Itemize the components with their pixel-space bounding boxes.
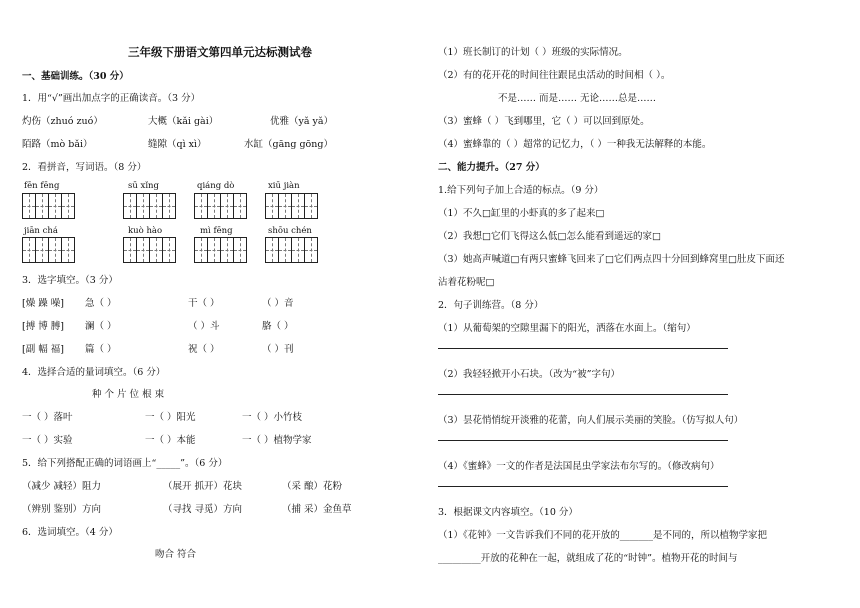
q5-choice[interactable]: （寻找 寻觅）方向 bbox=[163, 504, 243, 515]
q3-blank[interactable]: （ ）斗 bbox=[188, 321, 220, 332]
writing-grid[interactable] bbox=[124, 237, 176, 263]
pinyin-label: qiáng dò bbox=[197, 181, 235, 191]
question-4: 4．选择合适的量词填空。（6 分） bbox=[22, 367, 166, 378]
reading-question: 3．根据课文内容填空。（10 分） bbox=[438, 507, 578, 518]
q4-blank[interactable]: 一（ ）植物学家 bbox=[242, 435, 312, 446]
q1-item: 大概（kǎi gài） bbox=[148, 116, 219, 127]
sentence-task: （3）昙花悄悄绽开淡雅的花蕾，向人们展示美丽的笑脸。（仿写拟人句） bbox=[438, 415, 744, 426]
sentence-task: （2）我轻轻掀开小石块。（改为“被”字句） bbox=[438, 369, 621, 380]
fill-sentence[interactable]: （3）蜜蜂（ ）飞到哪里，它（ ）可以回到原处。 bbox=[438, 116, 650, 127]
sentence-task: （4）《蜜蜂》一文的作者是法国昆虫学家法布尔写的。（修改病句） bbox=[438, 461, 720, 472]
q5-choice[interactable]: （减少 减轻）阻力 bbox=[22, 481, 102, 492]
q4-blank[interactable]: 一（ ）小竹枝 bbox=[242, 412, 303, 423]
writing-grid[interactable] bbox=[23, 237, 75, 263]
q5-choice[interactable]: （采 酿）花粉 bbox=[282, 481, 343, 492]
writing-grid[interactable] bbox=[266, 237, 318, 263]
pinyin-label: fēn fēng bbox=[24, 181, 60, 191]
answer-line[interactable] bbox=[438, 394, 728, 395]
q3-blank[interactable]: 急（ ） bbox=[85, 298, 117, 309]
q4-blank[interactable]: 一（ ）阳光 bbox=[145, 412, 196, 423]
pinyin-label: mì fēng bbox=[200, 226, 233, 236]
fill-sentence[interactable]: （4）蜜蜂靠的（ ）超常的记忆力，（ ）一种我无法解释的本能。 bbox=[438, 139, 712, 150]
answer-line[interactable] bbox=[438, 440, 728, 441]
punctuation-question: 1.给下列句子加上合适的标点。（9 分） bbox=[438, 185, 604, 196]
q4-word-bank: 种 个 片 位 根 束 bbox=[92, 389, 165, 400]
q3-chars: [副 幅 福] bbox=[22, 344, 64, 355]
sentence-task: （1）从葡萄架的空隙里漏下的阳光，洒落在水面上。（缩句） bbox=[438, 323, 696, 334]
punctuation-item[interactable]: （1）不久□缸里的小虾真的多了起来□ bbox=[438, 208, 605, 219]
punctuation-item[interactable]: 沾着花粉呢□ bbox=[438, 277, 495, 288]
punctuation-item[interactable]: （2）我想□它们飞得这么低□怎么能看到遥远的家□ bbox=[438, 231, 661, 242]
pinyin-label: xiū jiàn bbox=[268, 181, 300, 191]
q5-choice[interactable]: （展开 抓开）花块 bbox=[163, 481, 243, 492]
q1-item: 灼伤（zhuó zuó） bbox=[22, 116, 103, 127]
sentence-training-question: 2．句子训练营。（8 分） bbox=[438, 300, 544, 311]
q5-choice[interactable]: （辨别 鉴别）方向 bbox=[22, 504, 102, 515]
pinyin-label: sū xǐng bbox=[128, 181, 159, 191]
q1-item: 优雅（yǎ yǎ） bbox=[270, 116, 334, 127]
section-1-heading: 一、基础训练。（30 分） bbox=[22, 71, 129, 82]
q1-item: 缝隙（qì xì） bbox=[148, 139, 207, 150]
q1-item: 陌路（mò bǎi） bbox=[22, 139, 93, 150]
q6-word-bank: 吻合 符合 bbox=[155, 549, 197, 560]
answer-line[interactable] bbox=[438, 348, 728, 349]
pinyin-label: kuò hào bbox=[128, 226, 163, 236]
writing-grid[interactable] bbox=[195, 193, 247, 219]
section-2-heading: 二、能力提升。（27 分） bbox=[438, 162, 545, 173]
q1-item: 水缸（gāng gōng） bbox=[244, 139, 333, 150]
pinyin-label: jiān chá bbox=[24, 226, 58, 236]
question-3: 3．选字填空。（3 分） bbox=[22, 275, 118, 286]
q4-blank[interactable]: 一（ ）落叶 bbox=[22, 412, 73, 423]
q3-blank[interactable]: （ ）音 bbox=[262, 298, 294, 309]
punctuation-item[interactable]: （3）她高声喊道□有两只蜜蜂飞回来了□它们两点四十分回到蜂窝里□肚皮下面还 bbox=[438, 254, 785, 265]
writing-grid[interactable] bbox=[195, 237, 247, 263]
q3-blank[interactable]: 澜（ ） bbox=[85, 321, 117, 332]
reading-fill[interactable]: （1）《花钟》一文告诉我们不同的花开放的_______是不同的，所以植物学家把 bbox=[438, 530, 768, 541]
reading-fill[interactable]: _________开放的花种在一起，就组成了花的“时钟”。植物开花的时间与 bbox=[438, 553, 738, 564]
q4-blank[interactable]: 一（ ）实验 bbox=[22, 435, 73, 446]
fill-sentence[interactable]: （1）班长制订的计划（ ）班级的实际情况。 bbox=[438, 47, 628, 58]
q3-blank[interactable]: 篇（ ） bbox=[85, 344, 117, 355]
q3-chars: [燥 躁 噪] bbox=[22, 298, 64, 309]
q3-blank[interactable]: 胳（ ） bbox=[262, 321, 294, 332]
fill-sentence[interactable]: （2）有的花开花的时间往往跟昆虫活动的时间相（ ）。 bbox=[438, 70, 671, 81]
q3-blank[interactable]: 干（ ） bbox=[188, 298, 220, 309]
writing-grid[interactable] bbox=[23, 193, 75, 219]
question-1: 1．用“√”画出加点字的正确读音。（3 分） bbox=[22, 93, 201, 104]
writing-grid[interactable] bbox=[266, 193, 318, 219]
q5-choice[interactable]: （捕 采）金鱼草 bbox=[282, 504, 352, 515]
writing-grid[interactable] bbox=[124, 193, 176, 219]
page-title: 三年级下册语文第四单元达标测试卷 bbox=[128, 45, 312, 59]
question-6: 6．选词填空。（4 分） bbox=[22, 527, 118, 538]
q3-chars: [搏 博 膊] bbox=[22, 321, 64, 332]
q3-blank[interactable]: （ ）刊 bbox=[262, 344, 294, 355]
question-2: 2．看拼音，写词语。（8 分） bbox=[22, 162, 147, 173]
answer-line[interactable] bbox=[438, 486, 728, 487]
q3-blank[interactable]: 祝（ ） bbox=[188, 344, 220, 355]
question-5: 5．给下列搭配正确的词语画上“_____”。（6 分） bbox=[22, 458, 228, 469]
pinyin-label: shōu chén bbox=[268, 226, 312, 236]
conjunction-bank: 不是…… 而是…… 无论……总是…… bbox=[498, 93, 657, 104]
q4-blank[interactable]: 一（ ）本能 bbox=[145, 435, 196, 446]
